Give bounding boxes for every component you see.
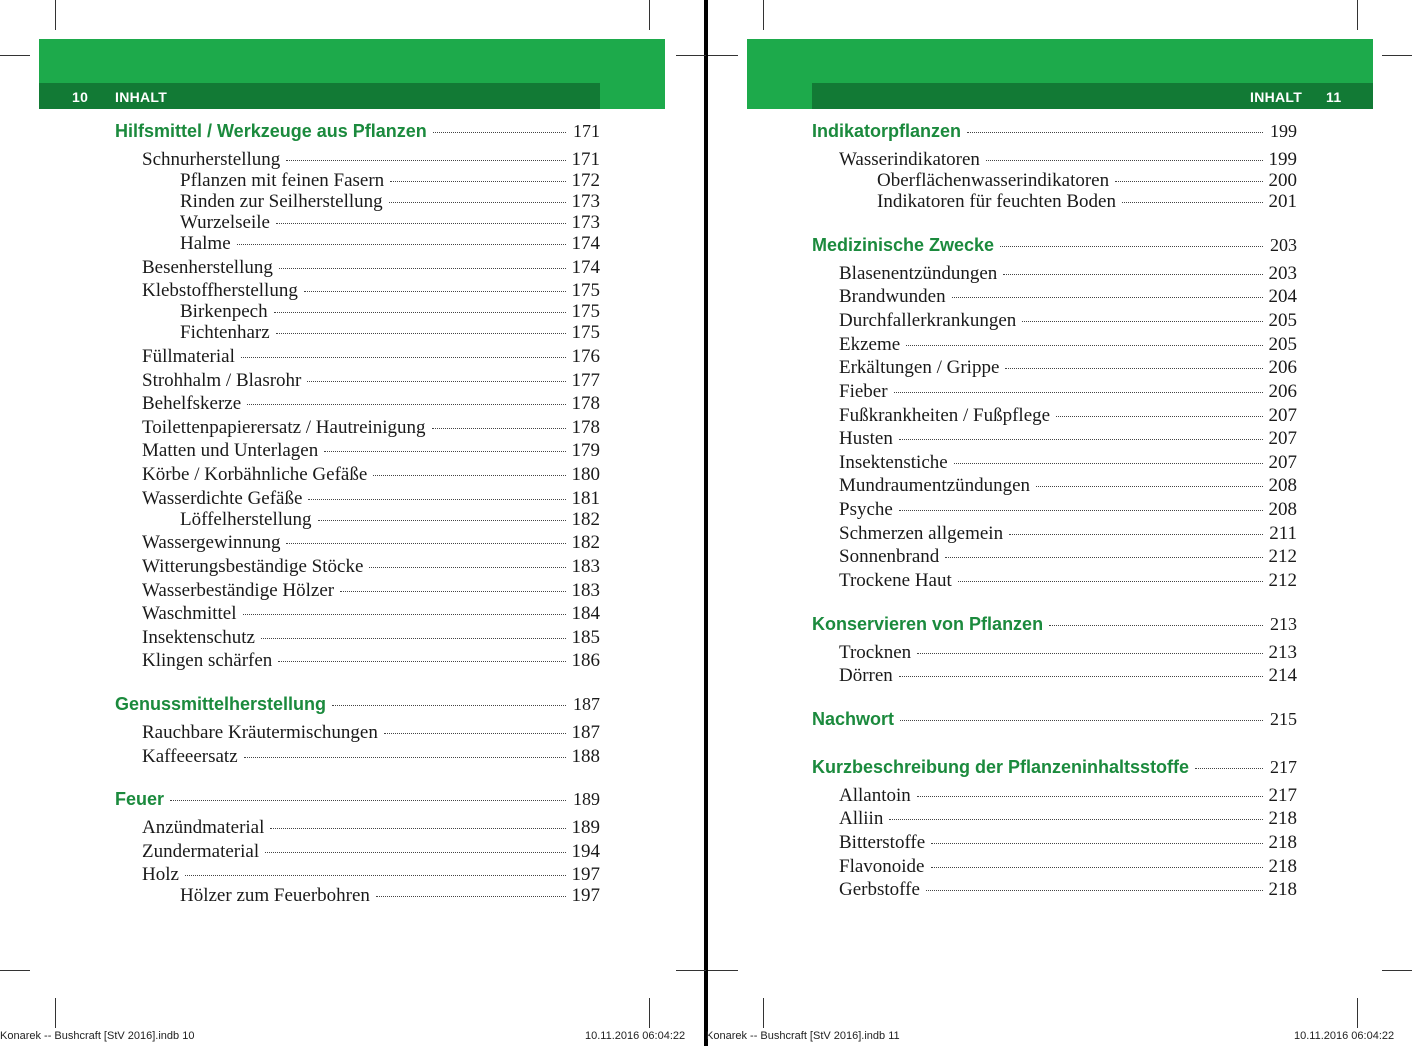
dot-leader — [265, 852, 565, 853]
dot-leader — [389, 202, 566, 203]
dot-leader — [967, 132, 1263, 133]
toc-entry-label: Wurzelseile — [180, 212, 270, 233]
crop-mark — [1357, 998, 1358, 1028]
crop-mark — [649, 0, 650, 30]
crop-mark — [676, 970, 706, 971]
toc-entry-label: Psyche — [839, 499, 893, 520]
toc-entry-label: Husten — [839, 428, 893, 449]
toc-entry-label: Hölzer zum Feuerbohren — [180, 885, 370, 906]
toc-entry[interactable] — [142, 257, 600, 279]
toc-entry-page-number: 182 — [571, 509, 600, 530]
toc-entry[interactable] — [142, 817, 600, 839]
toc-entry-label: Oberflächenwasserindikatoren — [877, 170, 1110, 191]
toc-entry[interactable] — [180, 212, 600, 234]
toc-entry[interactable] — [142, 580, 600, 602]
dot-leader — [318, 520, 566, 521]
print-timestamp: 10.11.2016 06:04:22 — [585, 1030, 686, 1042]
toc-entry-label: Schmerzen allgemein — [839, 523, 1004, 544]
toc-entry-page-number: 183 — [571, 556, 600, 577]
dot-leader — [945, 557, 1262, 558]
toc-entry-page-number: 175 — [571, 280, 600, 301]
toc-entry-page-number: 173 — [571, 191, 600, 212]
toc-entry-page-number: 197 — [571, 864, 600, 885]
dot-leader — [931, 867, 1263, 868]
toc-entry[interactable] — [839, 546, 1297, 568]
toc-entry-page-number: 208 — [1268, 499, 1297, 520]
dot-leader — [926, 890, 1263, 891]
toc-entry-page-number: 183 — [571, 580, 600, 601]
dot-leader — [1122, 202, 1263, 203]
toc-entry-page-number: 177 — [571, 370, 600, 391]
toc-entry-label: Holz — [142, 864, 179, 885]
toc-entry[interactable] — [142, 464, 600, 486]
toc-entry-page-number: 213 — [1270, 614, 1297, 634]
page-number: 10 — [72, 89, 89, 105]
crop-mark — [676, 55, 706, 56]
toc-section-heading[interactable] — [812, 613, 1297, 635]
toc-entry[interactable] — [839, 334, 1297, 356]
dot-leader — [247, 404, 565, 405]
toc-entry[interactable] — [142, 440, 600, 462]
toc-entry-label: Medizinische Zwecke — [812, 235, 995, 255]
toc-section-heading[interactable] — [812, 708, 1297, 730]
toc-entry[interactable] — [839, 149, 1297, 171]
toc-entry[interactable] — [839, 475, 1297, 497]
toc-entry[interactable] — [839, 642, 1297, 664]
toc-entry-page-number: 218 — [1268, 808, 1297, 829]
toc-entry-label: Füllmaterial — [142, 346, 235, 367]
toc-entry-page-number: 203 — [1268, 263, 1297, 284]
toc-entry-page-number: 211 — [1269, 523, 1297, 544]
toc-entry-label: Matten und Unterlagen — [142, 440, 319, 461]
toc-entry-label: Toilettenpapierersatz / Hautreinigung — [142, 417, 426, 438]
toc-entry-page-number: 199 — [1268, 149, 1297, 170]
toc-entry-page-number: 214 — [1268, 665, 1297, 686]
toc-entry-page-number: 175 — [571, 322, 600, 343]
toc-section-heading[interactable] — [812, 234, 1297, 256]
toc-entry-label: Fichtenharz — [180, 322, 270, 343]
toc-entry[interactable] — [839, 665, 1297, 687]
toc-entry-page-number: 208 — [1268, 475, 1297, 496]
toc-entry[interactable] — [142, 370, 600, 392]
toc-entry-page-number: 213 — [1268, 642, 1297, 663]
dot-leader — [1195, 768, 1263, 769]
toc-entry-page-number: 218 — [1268, 832, 1297, 853]
toc-entry[interactable] — [839, 570, 1297, 592]
toc-entry[interactable] — [142, 722, 600, 744]
toc-entry-label: Wasserdichte Gefäße — [142, 488, 303, 509]
dot-leader — [261, 638, 566, 639]
dot-leader — [332, 705, 566, 706]
toc-entry-page-number: 185 — [571, 627, 600, 648]
toc-entry-page-number: 205 — [1268, 310, 1297, 331]
dot-leader — [1049, 625, 1263, 626]
crop-mark — [1382, 55, 1412, 56]
toc-entry-label: Insektenschutz — [142, 627, 255, 648]
crop-mark — [55, 0, 56, 30]
dot-leader — [954, 463, 1263, 464]
toc-entry-label: Wasserindikatoren — [839, 149, 980, 170]
toc-entry[interactable] — [142, 346, 600, 368]
toc-entry-page-number: 178 — [571, 393, 600, 414]
toc-entry-label: Mundraumentzündungen — [839, 475, 1031, 496]
toc-entry-page-number: 206 — [1268, 357, 1297, 378]
crop-mark — [708, 970, 738, 971]
dot-leader — [237, 244, 566, 245]
toc-entry-label: Hilfsmittel / Werkzeuge aus Pflanzen — [115, 121, 427, 141]
toc-entry-label: Trockene Haut — [839, 570, 952, 591]
toc-entry-page-number: 207 — [1268, 428, 1297, 449]
dot-leader — [340, 591, 565, 592]
toc-entry-label: Nachwort — [812, 709, 895, 729]
toc-entry-label: Sonnenbrand — [839, 546, 940, 567]
toc-entry-label: Strohhalm / Blasrohr — [142, 370, 302, 391]
crop-mark — [0, 970, 30, 971]
toc-entry-page-number: 200 — [1268, 170, 1297, 191]
toc-entry[interactable] — [839, 310, 1297, 332]
dot-leader — [373, 475, 565, 476]
toc-entry-label: Schnurherstellung — [142, 149, 281, 170]
toc-entry-label: Klingen schärfen — [142, 650, 273, 671]
toc-entry[interactable] — [839, 808, 1297, 830]
dot-leader — [986, 160, 1263, 161]
toc-entry-page-number: 217 — [1270, 757, 1297, 777]
dot-leader — [1036, 486, 1262, 487]
dot-leader — [170, 800, 566, 801]
dot-leader — [889, 819, 1262, 820]
dot-leader — [900, 720, 1263, 721]
toc-entry-label: Gerbstoffe — [839, 879, 920, 900]
toc-entry-label: Durchfallerkrankungen — [839, 310, 1017, 331]
toc-entry[interactable] — [142, 841, 600, 863]
toc-entry-label: Besenherstellung — [142, 257, 273, 278]
toc-entry[interactable] — [877, 191, 1297, 213]
toc-entry[interactable] — [839, 428, 1297, 450]
toc-entry-label: Anzündmaterial — [142, 817, 265, 838]
toc-entry-label: Pflanzen mit feinen Fasern — [180, 170, 385, 191]
toc-entry-label: Zundermaterial — [142, 841, 260, 862]
page-divider — [704, 0, 708, 1046]
toc-entry[interactable] — [839, 452, 1297, 474]
toc-entry-label: Löffelherstellung — [180, 509, 312, 530]
toc-section-heading[interactable] — [115, 788, 600, 810]
toc-entry-label: Witterungsbeständige Stöcke — [142, 556, 364, 577]
dot-leader — [278, 661, 565, 662]
toc-entry-label: Kaffeeersatz — [142, 746, 238, 767]
toc-entry-page-number: 207 — [1268, 452, 1297, 473]
toc-entry-page-number: 187 — [571, 722, 600, 743]
toc-entry[interactable] — [142, 149, 600, 171]
dot-leader — [390, 181, 565, 182]
toc-entry-label: Alliin — [839, 808, 884, 829]
left-page — [0, 0, 700, 1046]
toc-entry[interactable] — [142, 417, 600, 439]
toc-entry[interactable] — [142, 746, 600, 768]
toc-entry-label: Rauchbare Kräutermischungen — [142, 722, 378, 743]
dot-leader — [286, 543, 565, 544]
dot-leader — [958, 581, 1263, 582]
toc-entry-page-number: 171 — [573, 121, 600, 141]
toc-entry-page-number: 179 — [571, 440, 600, 461]
toc-entry-page-number: 189 — [571, 817, 600, 838]
toc-entry[interactable] — [142, 627, 600, 649]
toc-entry-page-number: 184 — [571, 603, 600, 624]
toc-entry-page-number: 197 — [571, 885, 600, 906]
toc-entry[interactable] — [142, 393, 600, 415]
toc-entry-page-number: 201 — [1268, 191, 1297, 212]
print-slug: Konarek -- Bushcraft [StV 2016].indb 10 — [0, 1030, 195, 1042]
toc-entry-page-number: 176 — [571, 346, 600, 367]
toc-entry[interactable] — [839, 879, 1297, 901]
dot-leader — [899, 439, 1263, 440]
toc-entry[interactable] — [839, 785, 1297, 807]
toc-entry-page-number: 188 — [571, 746, 600, 767]
dot-leader — [270, 828, 565, 829]
toc-entry-label: Indikatoren für feuchten Boden — [877, 191, 1116, 212]
toc-entry-page-number: 186 — [571, 650, 600, 671]
running-header: INHALT — [115, 89, 168, 105]
dot-leader — [899, 676, 1263, 677]
toc-entry-label: Blasenentzündungen — [839, 263, 998, 284]
dot-leader — [276, 223, 566, 224]
dot-leader — [376, 896, 566, 897]
toc-entry-page-number: 217 — [1268, 785, 1297, 806]
toc-entry[interactable] — [180, 233, 600, 255]
dot-leader — [286, 160, 565, 161]
toc-entry-label: Trocknen — [839, 642, 912, 663]
print-slug: Konarek -- Bushcraft [StV 2016].indb 11 — [706, 1030, 900, 1042]
toc-entry[interactable] — [180, 170, 600, 192]
toc-entry-page-number: 218 — [1268, 879, 1297, 900]
toc-entry[interactable] — [839, 381, 1297, 403]
toc-entry[interactable] — [839, 405, 1297, 427]
crop-mark — [0, 55, 30, 56]
toc-entry[interactable] — [142, 488, 600, 510]
toc-entry-label: Behelfskerze — [142, 393, 242, 414]
toc-entry-label: Erkältungen / Grippe — [839, 357, 1000, 378]
running-header: INHALT — [1250, 89, 1303, 105]
toc-entry[interactable] — [877, 170, 1297, 192]
toc-entry-page-number: 212 — [1268, 570, 1297, 591]
dot-leader — [433, 132, 566, 133]
crop-mark — [55, 998, 56, 1028]
dot-leader — [308, 499, 565, 500]
toc-entry-page-number: 204 — [1268, 286, 1297, 307]
dot-leader — [1003, 274, 1262, 275]
toc-entry-label: Fieber — [839, 381, 888, 402]
crop-mark — [708, 55, 738, 56]
toc-entry-label: Ekzeme — [839, 334, 901, 355]
crop-mark — [649, 998, 650, 1028]
toc-entry-page-number: 175 — [571, 301, 600, 322]
dot-leader — [1022, 321, 1262, 322]
crop-mark — [763, 998, 764, 1028]
toc-entry-label: Wasserbeständige Hölzer — [142, 580, 335, 601]
dot-leader — [185, 875, 566, 876]
toc-entry-page-number: 203 — [1270, 235, 1297, 255]
dot-leader — [1009, 534, 1263, 535]
toc-entry-label: Indikatorpflanzen — [812, 121, 962, 141]
dot-leader — [952, 297, 1263, 298]
toc-entry-page-number: 174 — [571, 233, 600, 254]
toc-entry[interactable] — [142, 532, 600, 554]
toc-entry-page-number: 180 — [571, 464, 600, 485]
toc-entry-page-number: 189 — [573, 789, 600, 809]
dot-leader — [917, 653, 1262, 654]
toc-section-heading[interactable] — [812, 120, 1297, 142]
toc-entry-label: Genussmittelherstellung — [115, 694, 327, 714]
toc-entry-page-number: 205 — [1268, 334, 1297, 355]
dot-leader — [931, 843, 1262, 844]
dot-leader — [243, 614, 566, 615]
dot-leader — [244, 757, 566, 758]
right-page — [706, 0, 1412, 1046]
toc-entry-label: Halme — [180, 233, 231, 254]
dot-leader — [917, 796, 1263, 797]
dot-leader — [432, 428, 566, 429]
dot-leader — [1056, 416, 1262, 417]
toc-entry-label: Körbe / Korbähnliche Gefäße — [142, 464, 368, 485]
toc-entry[interactable] — [142, 556, 600, 578]
toc-entry-page-number: 187 — [573, 694, 600, 714]
dot-leader — [241, 357, 566, 358]
toc-entry[interactable] — [142, 650, 600, 672]
toc-entry-label: Insektenstiche — [839, 452, 948, 473]
toc-entry-label: Wassergewinnung — [142, 532, 281, 553]
toc-entry-page-number: 172 — [571, 170, 600, 191]
dot-leader — [274, 312, 566, 313]
crop-mark — [1357, 0, 1358, 30]
toc-entry-page-number: 181 — [571, 488, 600, 509]
print-timestamp: 10.11.2016 06:04:22 — [1294, 1030, 1395, 1042]
toc-entry-label: Feuer — [115, 789, 165, 809]
dot-leader — [369, 567, 565, 568]
toc-entry-label: Flavonoide — [839, 856, 925, 877]
toc-entry-page-number: 171 — [571, 149, 600, 170]
dot-leader — [276, 333, 566, 334]
page-number: 11 — [1326, 89, 1342, 105]
crop-mark — [763, 0, 764, 30]
toc-section-heading[interactable] — [115, 693, 600, 715]
toc-entry-page-number: 218 — [1268, 856, 1297, 877]
toc-entry[interactable] — [839, 832, 1297, 854]
toc-entry-label: Allantoin — [839, 785, 911, 806]
toc-entry-page-number: 199 — [1270, 121, 1297, 141]
dot-leader — [304, 291, 566, 292]
toc-entry[interactable] — [142, 603, 600, 625]
toc-entry-page-number: 194 — [571, 841, 600, 862]
toc-entry[interactable] — [142, 280, 600, 302]
toc-entry[interactable] — [839, 523, 1297, 545]
toc-section-heading[interactable] — [812, 756, 1297, 778]
toc-entry-label: Bitterstoffe — [839, 832, 926, 853]
toc-entry[interactable] — [180, 885, 600, 907]
toc-entry-label: Dörren — [839, 665, 893, 686]
dot-leader — [384, 733, 566, 734]
toc-entry-page-number: 178 — [571, 417, 600, 438]
toc-entry-label: Konservieren von Pflanzen — [812, 614, 1044, 634]
dot-leader — [894, 392, 1263, 393]
dot-leader — [307, 381, 565, 382]
toc-entry[interactable] — [839, 263, 1297, 285]
toc-entry-label: Fußkrankheiten / Fußpflege — [839, 405, 1051, 426]
dot-leader — [1005, 368, 1262, 369]
toc-entry[interactable] — [180, 509, 600, 531]
toc-entry-page-number: 182 — [571, 532, 600, 553]
dot-leader — [1115, 181, 1262, 182]
toc-entry[interactable] — [839, 286, 1297, 308]
dot-leader — [1000, 246, 1263, 247]
toc-entry-label: Waschmittel — [142, 603, 237, 624]
toc-entry[interactable] — [839, 499, 1297, 521]
toc-entry-page-number: 215 — [1270, 709, 1297, 729]
dot-leader — [899, 510, 1263, 511]
crop-mark — [1382, 970, 1412, 971]
toc-entry-page-number: 174 — [571, 257, 600, 278]
toc-entry-page-number: 173 — [571, 212, 600, 233]
toc-entry-page-number: 206 — [1268, 381, 1297, 402]
toc-entry-page-number: 207 — [1268, 405, 1297, 426]
dot-leader — [279, 268, 566, 269]
dot-leader — [906, 345, 1262, 346]
toc-entry[interactable] — [839, 357, 1297, 379]
toc-entry[interactable] — [180, 322, 600, 344]
toc-entry-label: Kurzbeschreibung der Pflanzeninhaltsstoffe — [812, 757, 1190, 777]
dot-leader — [324, 451, 565, 452]
toc-entry[interactable] — [180, 191, 600, 213]
toc-entry-label: Brandwunden — [839, 286, 946, 307]
toc-entry-label: Rinden zur Seilherstellung — [180, 191, 383, 212]
toc-section-heading[interactable] — [115, 120, 600, 142]
toc-entry-label: Klebstoffherstellung — [142, 280, 298, 301]
toc-entry[interactable] — [180, 301, 600, 323]
toc-entry-label: Birkenpech — [180, 301, 268, 322]
toc-entry[interactable] — [142, 864, 600, 886]
toc-entry[interactable] — [839, 856, 1297, 878]
toc-entry-page-number: 212 — [1268, 546, 1297, 567]
